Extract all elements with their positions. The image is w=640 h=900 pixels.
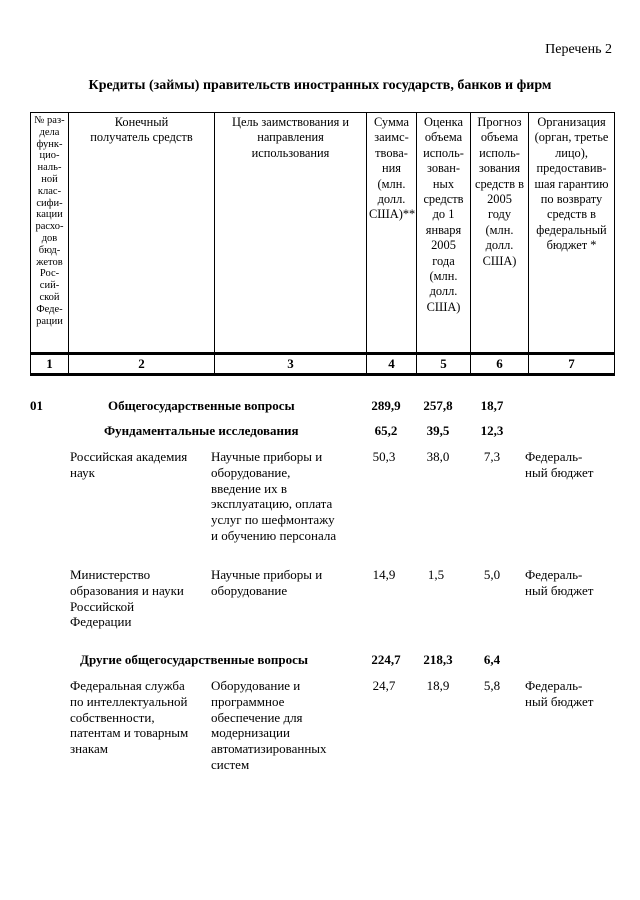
column-number: 5: [417, 354, 471, 375]
header-col-used-estimate: Оценка объема исполь- зован- ных средств до 1 января 2005 года (млн. долл. США): [417, 113, 471, 354]
recipient-name: Российская академия наук: [70, 449, 188, 480]
header-col-guarantor: Организация (орган, третье лицо), предоставив- шая гарантию по возврату средств в федеральный бюджет *: [529, 113, 615, 354]
column-number: 1: [31, 354, 69, 375]
used-value: 39,5: [426, 423, 450, 438]
column-number: 3: [215, 354, 367, 375]
purpose-text: Научные приборы и оборудование, введение их в эксплуатацию, оплата услуг по шефмонтажу и обучению персонала: [211, 449, 337, 543]
document-label: Перечень 2: [545, 42, 612, 57]
forecast-value: 6,4: [483, 652, 501, 667]
subsection-name: Другие общегосударственные вопросы: [80, 652, 308, 667]
header-col-amount: Сумма заимс- твова- ния (млн. долл. США)**: [367, 113, 417, 354]
column-number: 7: [529, 354, 615, 375]
used-value: 218,3: [423, 652, 453, 667]
subsection-name: Фундаментальные исследования: [104, 423, 299, 438]
document-title: Кредиты (займы) правительств иностранных государств, банков и фирм: [88, 78, 552, 93]
recipient-name: Министерство образования и науки Российской Федерации: [70, 567, 184, 630]
section-name: Общегосударственные вопросы: [108, 398, 295, 413]
section-code: 01: [30, 398, 43, 413]
guarantor-org: Федераль- ный бюджет: [525, 449, 594, 480]
guarantor-org: Федераль- ный бюджет: [525, 678, 594, 709]
guarantor-org: Федераль- ный бюджет: [525, 567, 594, 598]
used-value: 18,9: [426, 678, 450, 693]
used-value: 257,8: [423, 398, 453, 413]
column-number: 4: [367, 354, 417, 375]
used-value: 38,0: [426, 449, 450, 464]
amount-value: 24,7: [372, 678, 396, 693]
used-value: 1,5: [427, 567, 445, 582]
header-col-section-code: № раз- дела функ- цио- наль- ной клас- сифи- кации расхо- дов бюд- жетов Рос- сий- ской Феде- рации: [31, 113, 69, 354]
forecast-value: 7,3: [483, 449, 501, 464]
amount-value: 14,9: [372, 567, 396, 582]
header-col-purpose: Цель заимствования и направления использования: [215, 113, 367, 354]
amount-value: 224,7: [371, 652, 401, 667]
header-col-forecast: Прогноз объема исполь- зования средств в 2005 году (млн. долл. США): [471, 113, 529, 354]
column-number: 6: [471, 354, 529, 375]
purpose-text: Оборудование и программное обеспечение для модернизации автоматизированных систем: [211, 678, 327, 772]
recipient-name: Федеральная служба по интеллектуальной собственности, патентам и товарным знакам: [70, 678, 189, 757]
table-header: [30, 112, 615, 376]
forecast-value: 18,7: [480, 398, 504, 413]
forecast-value: 5,0: [483, 567, 501, 582]
header-col-recipient: Конечный получатель средств: [69, 113, 215, 354]
purpose-text: Научные приборы и оборудование: [211, 567, 323, 598]
amount-value: 50,3: [372, 449, 396, 464]
amount-value: 289,9: [371, 398, 401, 413]
forecast-value: 12,3: [480, 423, 504, 438]
amount-value: 65,2: [374, 423, 398, 438]
column-number: 2: [69, 354, 215, 375]
forecast-value: 5,8: [483, 678, 501, 693]
